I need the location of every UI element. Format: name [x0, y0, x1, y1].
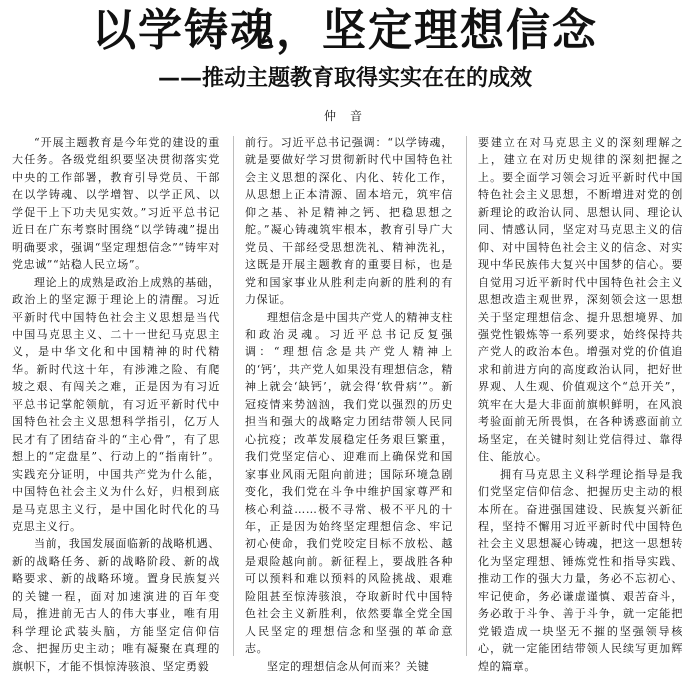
article-author: 仲音	[323, 109, 376, 123]
paragraph: 要建立在对马克思主义的深刻理解之上，建立在对历史规律的深刻把握之上。要全面学习领会习近平新时代中国特色社会主义思想，不断增进对党的创新理论的政治认同、思想认同、理论认同、情感认同，坚定对马克思主义的信仰、对中国特色社会主义的信念、对实现中华民族伟大复兴中国梦的信心。要自觉用习近平新时代中国特色社会主义思想改造主观世界，深刻领会这一思想关于坚定理想信念、提升思想境界、加强党性锻炼等一系列要求，始终保持共产党人的政治本色。增强对党的价值追求和前进方向的高度政治认同，把好世界观、人生观、价值观这个“总开关”，筑牢在大是大非面前旗帜鲜明，在风浪考验面前无所畏惧，在各种诱惑面前立场坚定，在关键时刻让党信得过、靠得住、能放心。	[478, 136, 683, 464]
text-column-2	[245, 134, 453, 673]
paragraph: 理想信念是中国共产党人的精神支柱和政治灵魂。习近平总书记反复强调：“理想信念是共产党人精神上的‘钙’，共产党人如果没有理想信念，精神上就会‘缺钙’，就会得‘软骨病’”。新冠疫情来势汹汹，我们党以强烈的历史担当和强大的战略定力团结带领人民同心抗疫；改革发展稳定任务艰巨繁重，我们党坚定信心、迎难而上确保党和国家事业风雨无阻向前进；国际环境急剧变化，我们党在斗争中维护国家尊严和核心利益……极不寻常、极不平凡的十年，正是因为始终坚定理想信念、牢记初心使命，我们党咬定目标不放松、越是艰险越向前。新征程上，要战胜各种可以预料和难以预料的风险挑战、艰难险阻甚至惊涛骇浪，夺取新时代中国特色社会主义新胜利，依然要靠全党全国人民坚定的理想信念和坚强的革命意志。	[245, 310, 453, 656]
paragraph: 前行。习近平总书记强调：“以学铸魂，就是要做好学习贯彻新时代中国特色社会主义思想的深化、内化、转化工作，从思想上正本清源、固本培元，筑牢信仰之基、补足精神之钙、把稳思想之舵。”凝心铸魂筑牢根本，教育引导广大党员、干部经受思想洗礼、精神洗礼，这既是开展主题教育的重要目标，也是党和国家事业从胜利走向新的胜利的有力保证。	[245, 136, 453, 307]
paragraph: 坚定的理想信念从何而来？关键	[267, 659, 430, 673]
article-title: 以学铸魂，坚定理想信念	[92, 5, 598, 56]
paragraph: 当前，我国发展面临新的战略机遇、新的战略任务、新的战略阶段、新的战略要求、新的战略环境。置身民族复兴的关键一程，面对加速演进的百年变局，推进前无古人的伟大事业，唯有用科学理论武装头脑，方能坚定信仰信念、把握历史主动；唯有凝聚在真理的旗帜下，才能不惧惊涛骇浪、坚定勇毅	[12, 537, 220, 673]
paragraph: “开展主题教育是今年党的建设的重大任务。各级党组织要坚决贯彻落实党中央的工作部署，教育引导党员、干部在以学铸魂、以学增智、以学正风、以学促干上下功夫见实效。”习近平总书记近日在广东考察时围绕“以学铸魂”提出明确要求，强调“坚定理想信念”“铸牢对党忠诚”“站稳人民立场”。	[12, 136, 220, 272]
article-subtitle: ——推动主题教育取得实实在在的成效	[157, 66, 532, 91]
paragraph: 理论上的成熟是政治上成熟的基础，政治上的坚定源于理论上的清醒。习近平新时代中国特色社会主义思想是当代中国马克思主义、二十一世纪马克思主义，是中华文化和中国精神的时代精华。新时代这十年，有涉滩之险、有爬坡之艰、有闯关之难，正是因为有习近平总书记掌舵领航，有习近平新时代中国特色社会主义思想科学指引，亿万人民才有了团结奋斗的“主心骨”，有了思想上的“定盘星”、行动上的“指南针”。实践充分证明，中国共产党为什么能，中国特色社会主义为什么好，归根到底是马克思主义行，是中国化时代化的马克思主义行。	[12, 275, 220, 533]
text-column-3	[478, 134, 683, 673]
text-column-1	[12, 134, 220, 673]
column-divider	[233, 136, 234, 656]
paragraph: 拥有马克思主义科学理论指导是我们党坚定信仰信念、把握历史主动的根本所在。奋进强国建设、民族复兴新征程，坚持不懈用习近平新时代中国特色社会主义思想凝心铸魂，把这一思想转化为坚定理想、锤炼党性和指导实践、推动工作的强大力量，务必不忘初心、牢记使命，务必谦虚谨慎、艰苦奋斗，务必敢于斗争、善于斗争，就一定能把党锻造成一块坚无不摧的坚强领导核心，就一定能团结带领人民续写更加辉煌的篇章。	[478, 467, 683, 673]
column-divider	[466, 136, 467, 656]
